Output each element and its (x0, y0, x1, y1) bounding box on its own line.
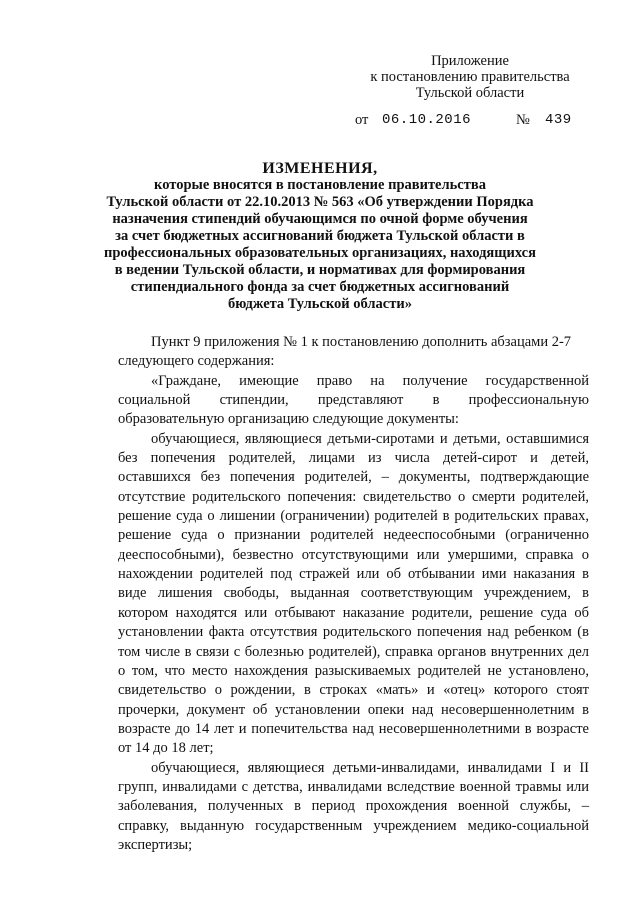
document-date: 06.10.2016 (382, 112, 472, 128)
appendix-line-2: к постановлению правительства (370, 69, 570, 85)
number-sign: № (516, 112, 530, 128)
title-line: стипендиального фонда за счет бюджетных ассигнований (130, 279, 510, 295)
title-line: в ведении Тульской области, и нормативах для формирования (114, 262, 526, 278)
document-body (118, 333, 589, 855)
title-line: профессиональных образовательных организациях, находящихся (104, 245, 536, 261)
title-line: бюджета Тульской области» (228, 296, 412, 312)
paragraph-intro-line-2: следующего содержания: (118, 353, 275, 370)
date-prefix: от (355, 112, 369, 128)
appendix-line-3: Тульской области (415, 85, 525, 101)
title-line: назначения стипендий обучающимся по очной форме обучения (112, 211, 528, 227)
title-heading: ИЗМЕНЕНИЯ, (262, 160, 378, 177)
title-line: которые вносятся в постановление правительства (154, 177, 486, 193)
appendix-line-1: Приложение (431, 53, 509, 69)
paragraph-disabled: обучающиеся, являющиеся детьми-инвалидами, инвалидами I и II групп, инвалидами с детства, инвалидами вследствие военной травмы или заболевания, полученных в период прохождения военной службы, – справку, выданную государственным учреждением медико-социальной экспертизы; (118, 759, 589, 853)
title-line: Тульской области от 22.10.2013 № 563 «Об утверждении Порядка (106, 194, 534, 210)
paragraph-citizens: «Граждане, имеющие право на получение государственной социальной стипендии, представляют в профессиональную образовательную организацию следующие документы: (118, 372, 589, 428)
paragraph-orphans: обучающиеся, являющиеся детьми-сиротами и детьми, оставшимися без попечения родителей, лицами из числа детей-сирот и детей, оставшихся без попечения родителей, – документы, подтверждающие отсутствие родительского попечения: свидетельство о смерти родителей, решение суда о лишении (ограничении) родителей в родительских правах, решение суда о признании родителей недееспособными (ограниченно дееспособными), безвестно отсутствующими или умершими, справка о нахождении родителей под стражей или об отбывании ими наказания в виде лишения свободы, выданная соответствующим учреждением, в котором находятся или отбывают наказание родители, решение суда об установлении факта отсутствия родительского попечения над ребенком (в том числе в связи с болезнью родителей), справка органов внутренних дел о том, что место нахождения разыскиваемых родителей не установлено, свидетельство о рождении, в строках «мать» и «отец» которого стоят прочерки, документ об установлении опеки над несовершеннолетним в возрасте до 14 лет и попечительства над несовершеннолетними в возрасте от 14 до 18 лет; (118, 430, 589, 757)
document-number: 439 (545, 112, 572, 128)
title-line: за счет бюджетных ассигнований бюджета Тульской области в (115, 228, 525, 244)
paragraph-intro-line-1: Пункт 9 приложения № 1 к постановлению дополнить абзацами 2-7 (151, 334, 572, 350)
appendix-block (355, 53, 585, 101)
document-title (80, 160, 560, 313)
